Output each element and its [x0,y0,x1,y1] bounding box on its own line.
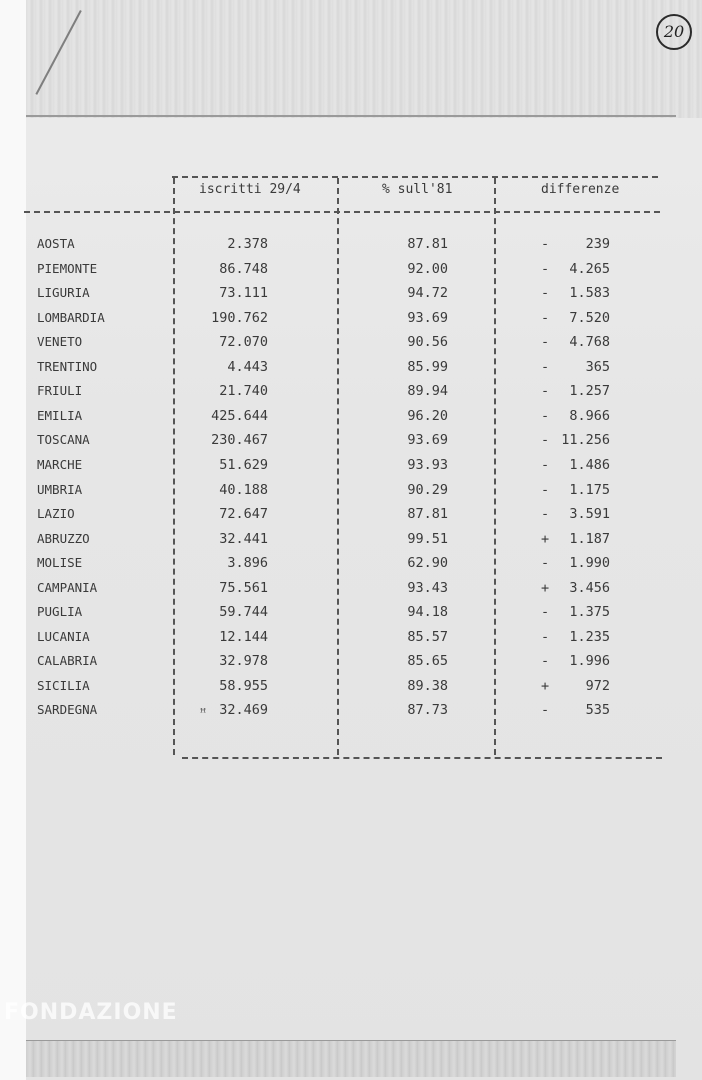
percent-cell: 62.90 [407,555,448,572]
difference-cell: 972 [585,677,610,694]
percent-cell: 93.43 [407,579,448,596]
region-cell: SARDEGNA [37,702,98,718]
iscritti-cell: 4.443 [227,358,268,375]
difference-cell: 1.583 [569,285,610,302]
region-cell: LOMBARDIA [37,309,105,325]
iscritti-cell: 59.744 [219,604,268,621]
table-row [0,236,702,260]
region-cell: AOSTA [37,236,75,251]
top-noise-band [26,0,702,118]
iscritti-cell: 51.629 [219,456,268,473]
region-cell: CALABRIA [37,653,98,669]
iscritti-cell: 3.896 [227,555,268,572]
sign-cell: - [541,481,550,498]
difference-cell: 4.265 [569,260,610,277]
region-cell: LUCANIA [37,628,90,644]
sign-cell: - [541,358,550,375]
table-row [0,653,702,677]
iscritti-cell: 190.762 [211,309,268,326]
percent-cell: 93.93 [407,456,448,473]
region-cell: ABRUZZO [37,530,90,546]
iscritti-cell: 2.378 [227,236,268,252]
percent-cell: 92.00 [407,260,448,277]
region-cell: LIGURIA [37,285,90,301]
difference-cell: 239 [585,236,610,252]
difference-cell: 1.187 [569,530,610,547]
difference-cell: 1.996 [569,653,610,670]
percent-cell: 93.69 [407,432,448,449]
table-row [0,359,702,383]
iscritti-cell: 230.467 [211,432,268,449]
sign-cell: - [541,702,550,719]
percent-cell: 99.51 [407,530,448,547]
top-band-edge [26,115,676,117]
iscritti-cell: 32.978 [219,653,268,670]
difference-cell: 1.990 [569,555,610,572]
percent-cell: 87.73 [407,702,448,719]
table-row [0,702,702,726]
iscritti-cell: 32.441 [219,530,268,547]
percent-cell: 85.99 [407,358,448,375]
percent-cell: 87.81 [407,506,448,523]
handwritten-mark: ꟸ [200,706,207,720]
region-cell: SICILIA [37,677,90,693]
sign-cell: + [541,677,550,694]
percent-cell: 89.38 [407,677,448,694]
iscritti-cell: 86.748 [219,260,268,277]
difference-cell: 8.966 [569,407,610,424]
region-cell: EMILIA [37,407,83,423]
sign-cell: + [541,579,550,596]
table-row [0,408,702,432]
percent-cell: 85.65 [407,653,448,670]
percent-cell: 85.57 [407,628,448,645]
iscritti-cell: 425.644 [211,407,268,424]
percent-cell: 90.29 [407,481,448,498]
table-row [0,678,702,702]
difference-cell: 1.175 [569,481,610,498]
table-row [0,580,702,604]
difference-cell: 1.257 [569,383,610,400]
sign-cell: - [541,555,550,572]
sign-cell: - [541,334,550,351]
iscritti-cell: 72.070 [219,334,268,351]
iscritti-cell: 12.144 [219,628,268,645]
table-row [0,261,702,285]
table-top-rule [172,176,658,178]
table-row [0,604,702,628]
archive-watermark: FONDAZIONE [4,1000,178,1025]
table-row [0,457,702,481]
sign-cell: - [541,260,550,277]
sign-cell: - [541,432,550,449]
iscritti-cell: 58.955 [219,677,268,694]
header-rule [24,211,660,213]
percent-cell: 96.20 [407,407,448,424]
table-row [0,383,702,407]
region-cell: MOLISE [37,555,83,571]
header-iscritti: iscritti 29/4 [199,182,301,197]
difference-cell: 3.456 [569,579,610,596]
percent-cell: 90.56 [407,334,448,351]
table-row [0,310,702,334]
region-cell: LAZIO [37,506,75,522]
difference-cell: 1.375 [569,604,610,621]
percent-cell: 94.72 [407,285,448,302]
difference-cell: 535 [585,702,610,719]
difference-cell: 1.486 [569,456,610,473]
sign-cell: - [541,285,550,302]
iscritti-cell: 73.111 [219,285,268,302]
iscritti-cell: 72.647 [219,506,268,523]
difference-cell: 11.256 [561,432,610,449]
difference-cell: 3.591 [569,506,610,523]
table-row [0,334,702,358]
table-row [0,285,702,309]
sign-cell: - [541,383,550,400]
percent-cell: 93.69 [407,309,448,326]
percent-cell: 89.94 [407,383,448,400]
difference-cell: 1.235 [569,628,610,645]
percent-cell: 87.81 [407,236,448,252]
table-row [0,432,702,456]
region-cell: TRENTINO [37,358,98,374]
iscritti-cell: 21.740 [219,383,268,400]
table-row [0,629,702,653]
table-row [0,482,702,506]
region-cell: TOSCANA [37,432,90,448]
table-row [0,506,702,530]
bottom-noise-band [26,1040,676,1077]
header-percent: % sull'81 [382,182,453,197]
percent-cell: 94.18 [407,604,448,621]
header-differenze: differenze [541,182,620,197]
difference-cell: 4.768 [569,334,610,351]
region-cell: MARCHE [37,456,83,472]
region-cell: FRIULI [37,383,83,399]
sign-cell: - [541,604,550,621]
sign-cell: - [541,653,550,670]
iscritti-cell: 32.469 [219,702,268,719]
sign-cell: - [541,506,550,523]
sign-cell: + [541,530,550,547]
region-cell: UMBRIA [37,481,83,497]
table-bottom-rule [182,757,662,759]
region-cell: VENETO [37,334,83,350]
table-row [0,531,702,555]
region-cell: CAMPANIA [37,579,98,595]
difference-cell: 365 [585,358,610,375]
sign-cell: - [541,407,550,424]
region-cell: PUGLIA [37,604,83,620]
iscritti-cell: 75.561 [219,579,268,596]
sign-cell: - [541,628,550,645]
sign-cell: - [541,456,550,473]
table-row [0,555,702,579]
sign-cell: - [541,236,550,252]
page-number: 20 [656,14,692,50]
region-cell: PIEMONTE [37,260,98,276]
difference-cell: 7.520 [569,309,610,326]
iscritti-cell: 40.188 [219,481,268,498]
sign-cell: - [541,309,550,326]
